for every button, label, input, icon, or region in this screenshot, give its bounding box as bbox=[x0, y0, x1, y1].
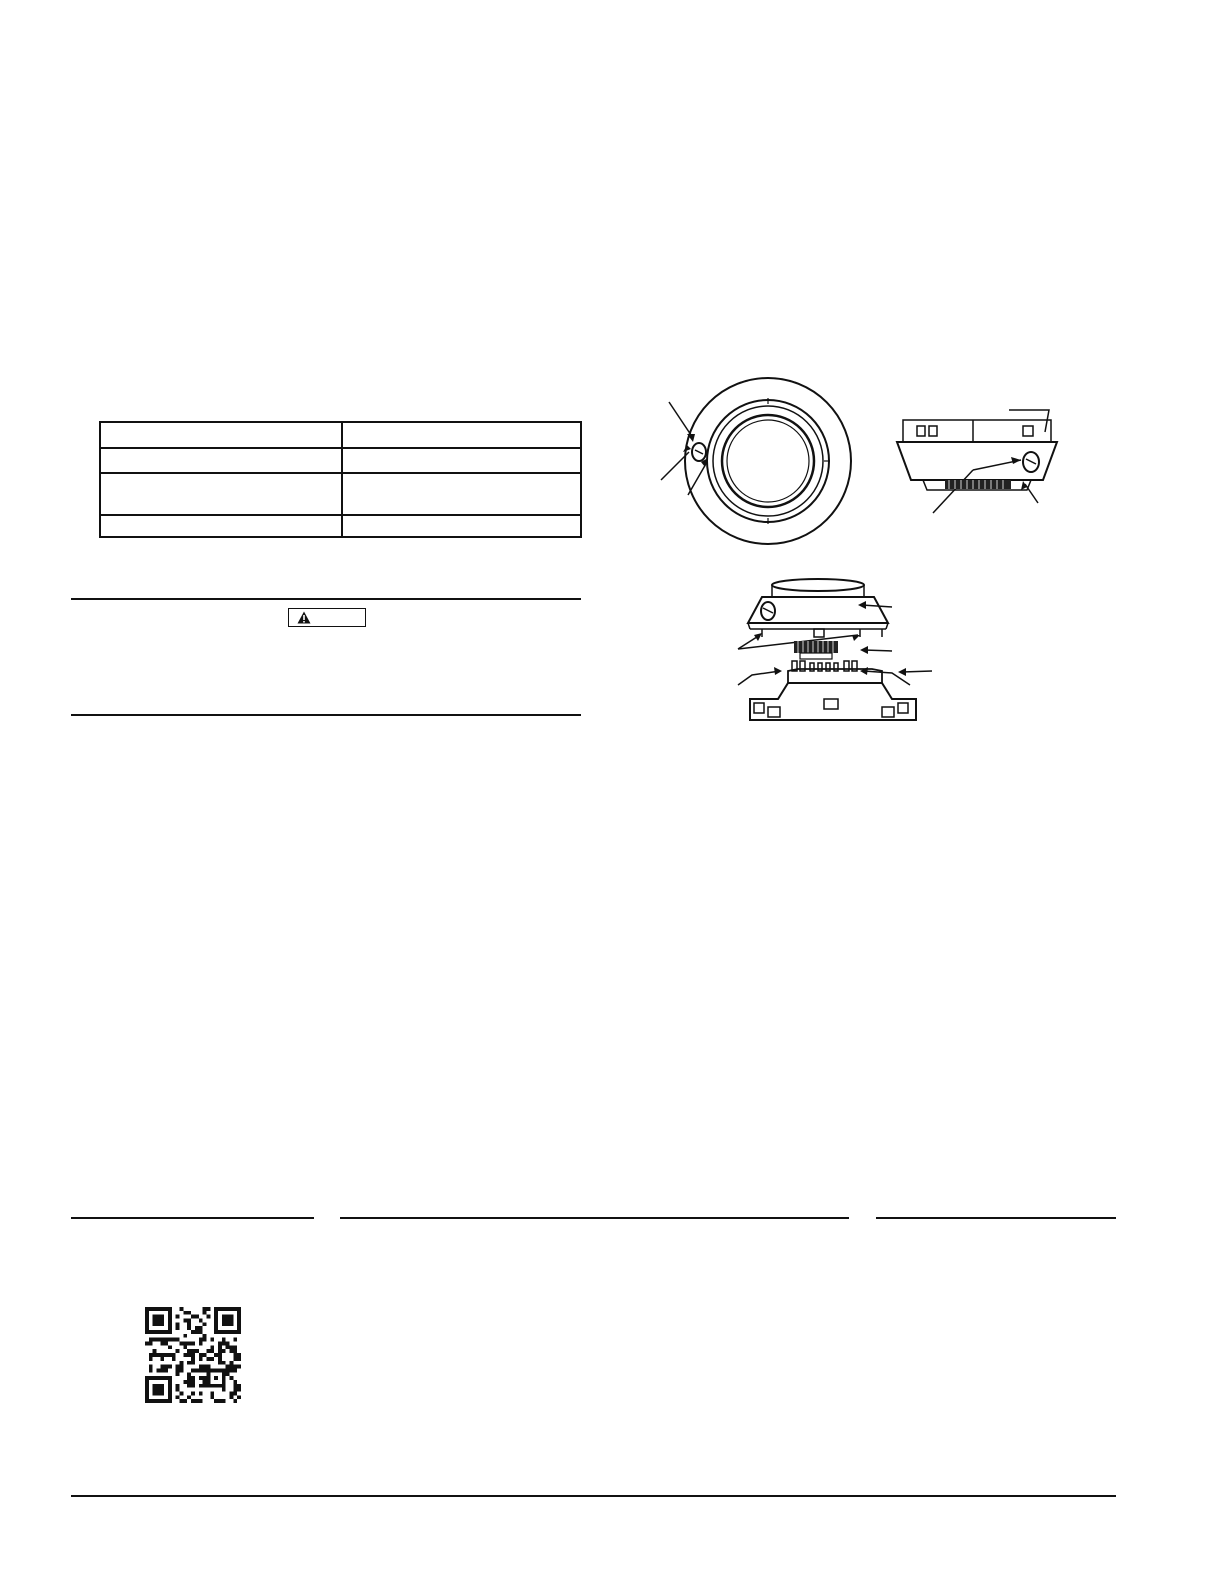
warning-bottom-rule bbox=[71, 714, 581, 716]
detector-top-view bbox=[655, 370, 870, 545]
page-bottom-rule bbox=[71, 1495, 1116, 1497]
detector-exploded-view bbox=[732, 575, 937, 727]
detector-side-view bbox=[893, 400, 1068, 515]
footer-right-rule bbox=[876, 1217, 1116, 1219]
footer-left-rule bbox=[71, 1217, 314, 1219]
table-column-divider bbox=[341, 423, 343, 536]
warning-triangle-icon bbox=[297, 611, 311, 624]
qr-code-icon bbox=[145, 1307, 241, 1403]
footer-middle-rule bbox=[340, 1217, 849, 1219]
spec-table bbox=[99, 421, 582, 538]
warning-badge bbox=[288, 608, 366, 627]
warning-top-rule bbox=[71, 598, 581, 600]
